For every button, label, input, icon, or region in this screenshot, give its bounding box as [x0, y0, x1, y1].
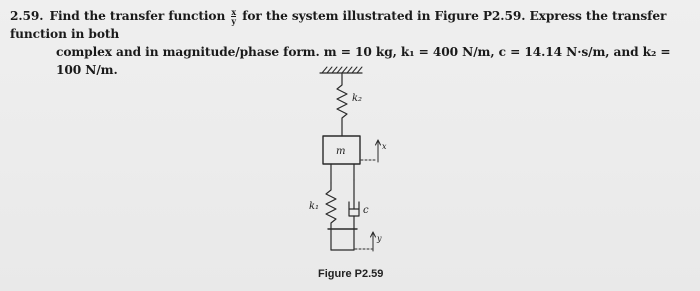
- label-m: m: [336, 146, 346, 157]
- problem-text-end: for the system illustrated in Figure P2.59. Express the transfer function in both: [10, 9, 667, 41]
- spring-k2: [337, 73, 347, 136]
- damper-c: [349, 180, 359, 229]
- problem-text-line2: complex and in magnitude/phase form. m = 10 kg, k₁ = 400 N/m, c = 14.14 N·s/m, and k₂ = 100 N/m.: [56, 45, 671, 77]
- problem-text-start: Find the transfer function: [49, 9, 226, 23]
- fraction-denominator: y: [231, 16, 236, 26]
- figure-caption: Figure P2.59: [318, 268, 384, 280]
- ceiling-hatching: [322, 67, 362, 73]
- label-k1: k₁: [309, 201, 320, 212]
- label-k2: k₂: [352, 93, 363, 104]
- label-x: x: [382, 142, 387, 151]
- spring-k1: [326, 183, 336, 229]
- problem-number: 2.59.: [10, 9, 44, 23]
- label-c: c: [363, 205, 369, 216]
- fraction-numerator: x: [231, 7, 237, 17]
- label-y: y: [377, 234, 382, 243]
